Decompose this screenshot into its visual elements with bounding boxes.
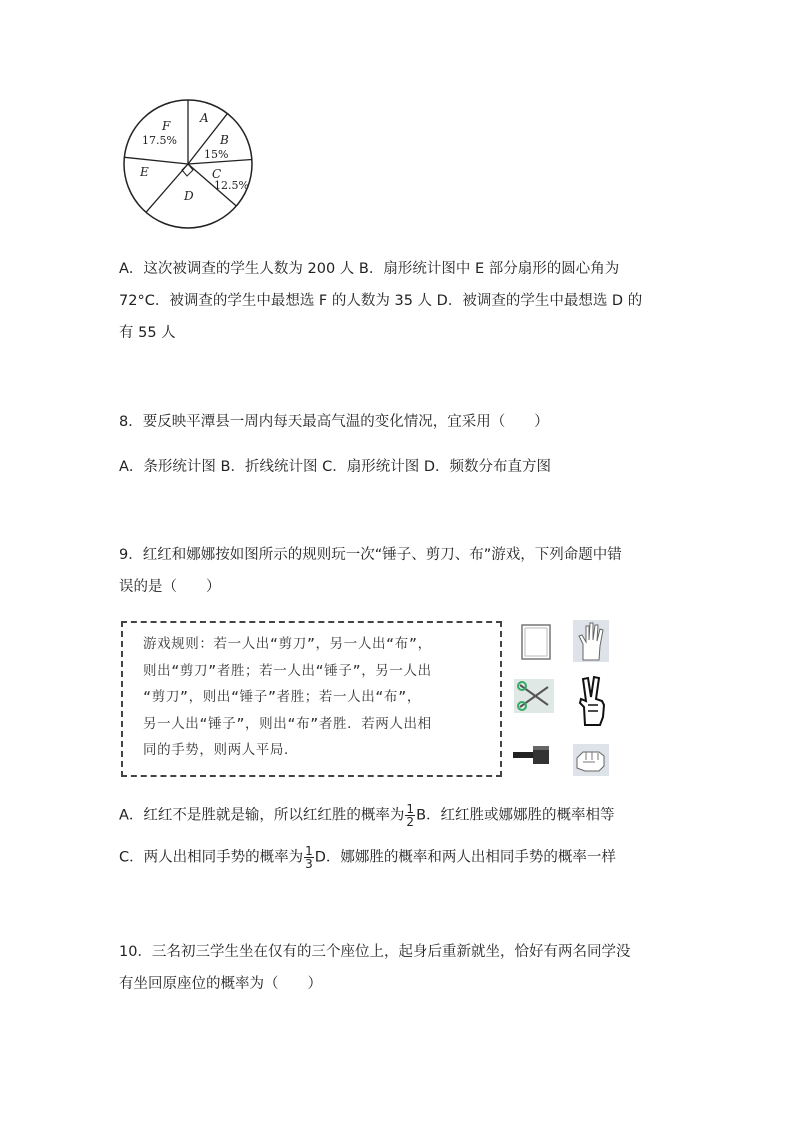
fraction-denominator: 3 — [305, 857, 313, 871]
pie-slice-label: E — [140, 165, 149, 179]
fist-icon — [573, 744, 609, 776]
rules-line: “剪刀”，则出“锤子”者胜；若一人出“布”， — [143, 689, 421, 705]
game-rules-text — [143, 631, 488, 764]
scissors-icon — [514, 679, 554, 713]
pie-slice-percent: 15% — [204, 148, 229, 161]
fraction-denominator: 2 — [406, 815, 415, 829]
q9-option-d-text: D．娜娜胜的概率和两人出相同手势的概率一样 — [314, 849, 616, 866]
q9-stem-1: 9．红红和娜娜按如图所示的规则玩一次“锤子、剪刀、布”游戏，下列命题中错 — [119, 547, 622, 563]
q7-line-1: A．这次被调查的学生人数为 200 人 B．扇形统计图中 E 部分扇形的圆心角为 — [119, 261, 620, 277]
pie-slice-percent: 17.5% — [142, 134, 177, 147]
pie-slice-percent: 12.5% — [214, 179, 249, 192]
q7-line-2: 72°C．被调查的学生中最想选 F 的人数为 35 人 D．被调查的学生中最想选 D 的 — [119, 293, 643, 309]
q9-option-a-text: A．红红不是胜就是输，所以红红胜的概率为 — [119, 807, 405, 824]
paper-sheet-icon — [519, 622, 553, 662]
q9-options-ab — [119, 803, 615, 828]
victory-hand-icon — [576, 675, 610, 727]
q8-stem: 8．要反映平潭县一周内每天最高气温的变化情况，宜采用（ ） — [119, 414, 549, 430]
open-hand-icon — [573, 620, 609, 662]
pie-slice-label: D — [184, 189, 194, 203]
q10-line-1: 10．三名初三学生坐在仅有的三个座位上，起身后重新就坐，恰好有两名同学没 — [119, 944, 631, 960]
q8-options: A．条形统计图 B．折线统计图 C．扇形统计图 D．频数分布直方图 — [119, 459, 551, 475]
pie-chart — [120, 96, 260, 236]
q9-options-cd — [119, 845, 616, 870]
pie-slice-label: B — [220, 133, 229, 147]
fraction-one-third — [304, 845, 314, 870]
hammer-icon — [511, 742, 553, 774]
q7-line-3: 有 55 人 — [119, 325, 176, 341]
rules-line: 则出“剪刀”者胜；若一人出“锤子”，另一人出 — [143, 662, 432, 679]
rules-line: 另一人出“锤子”，则出“布”者胜．若两人出相 — [143, 715, 432, 732]
fraction-numerator: 1 — [406, 802, 415, 816]
pie-slice-label: F — [162, 119, 171, 133]
fraction-numerator: 1 — [305, 844, 313, 858]
rules-line: 游戏规则：若一人出“剪刀”，另一人出“布”， — [143, 636, 432, 652]
q10-line-2: 有坐回原座位的概率为（ ） — [119, 976, 322, 992]
pie-slice-label: A — [200, 111, 209, 125]
pie-slice-label: C — [212, 167, 222, 181]
rules-line: 同的手势，则两人平局． — [143, 742, 299, 758]
q9-stem-2: 误的是（ ） — [119, 579, 221, 595]
game-rules-box — [121, 621, 502, 777]
q9-option-b-text: B．红红胜或娜娜胜的概率相等 — [416, 807, 615, 824]
q9-option-c-text: C．两人出相同手势的概率为 — [119, 849, 304, 866]
fraction-one-half — [405, 803, 415, 828]
